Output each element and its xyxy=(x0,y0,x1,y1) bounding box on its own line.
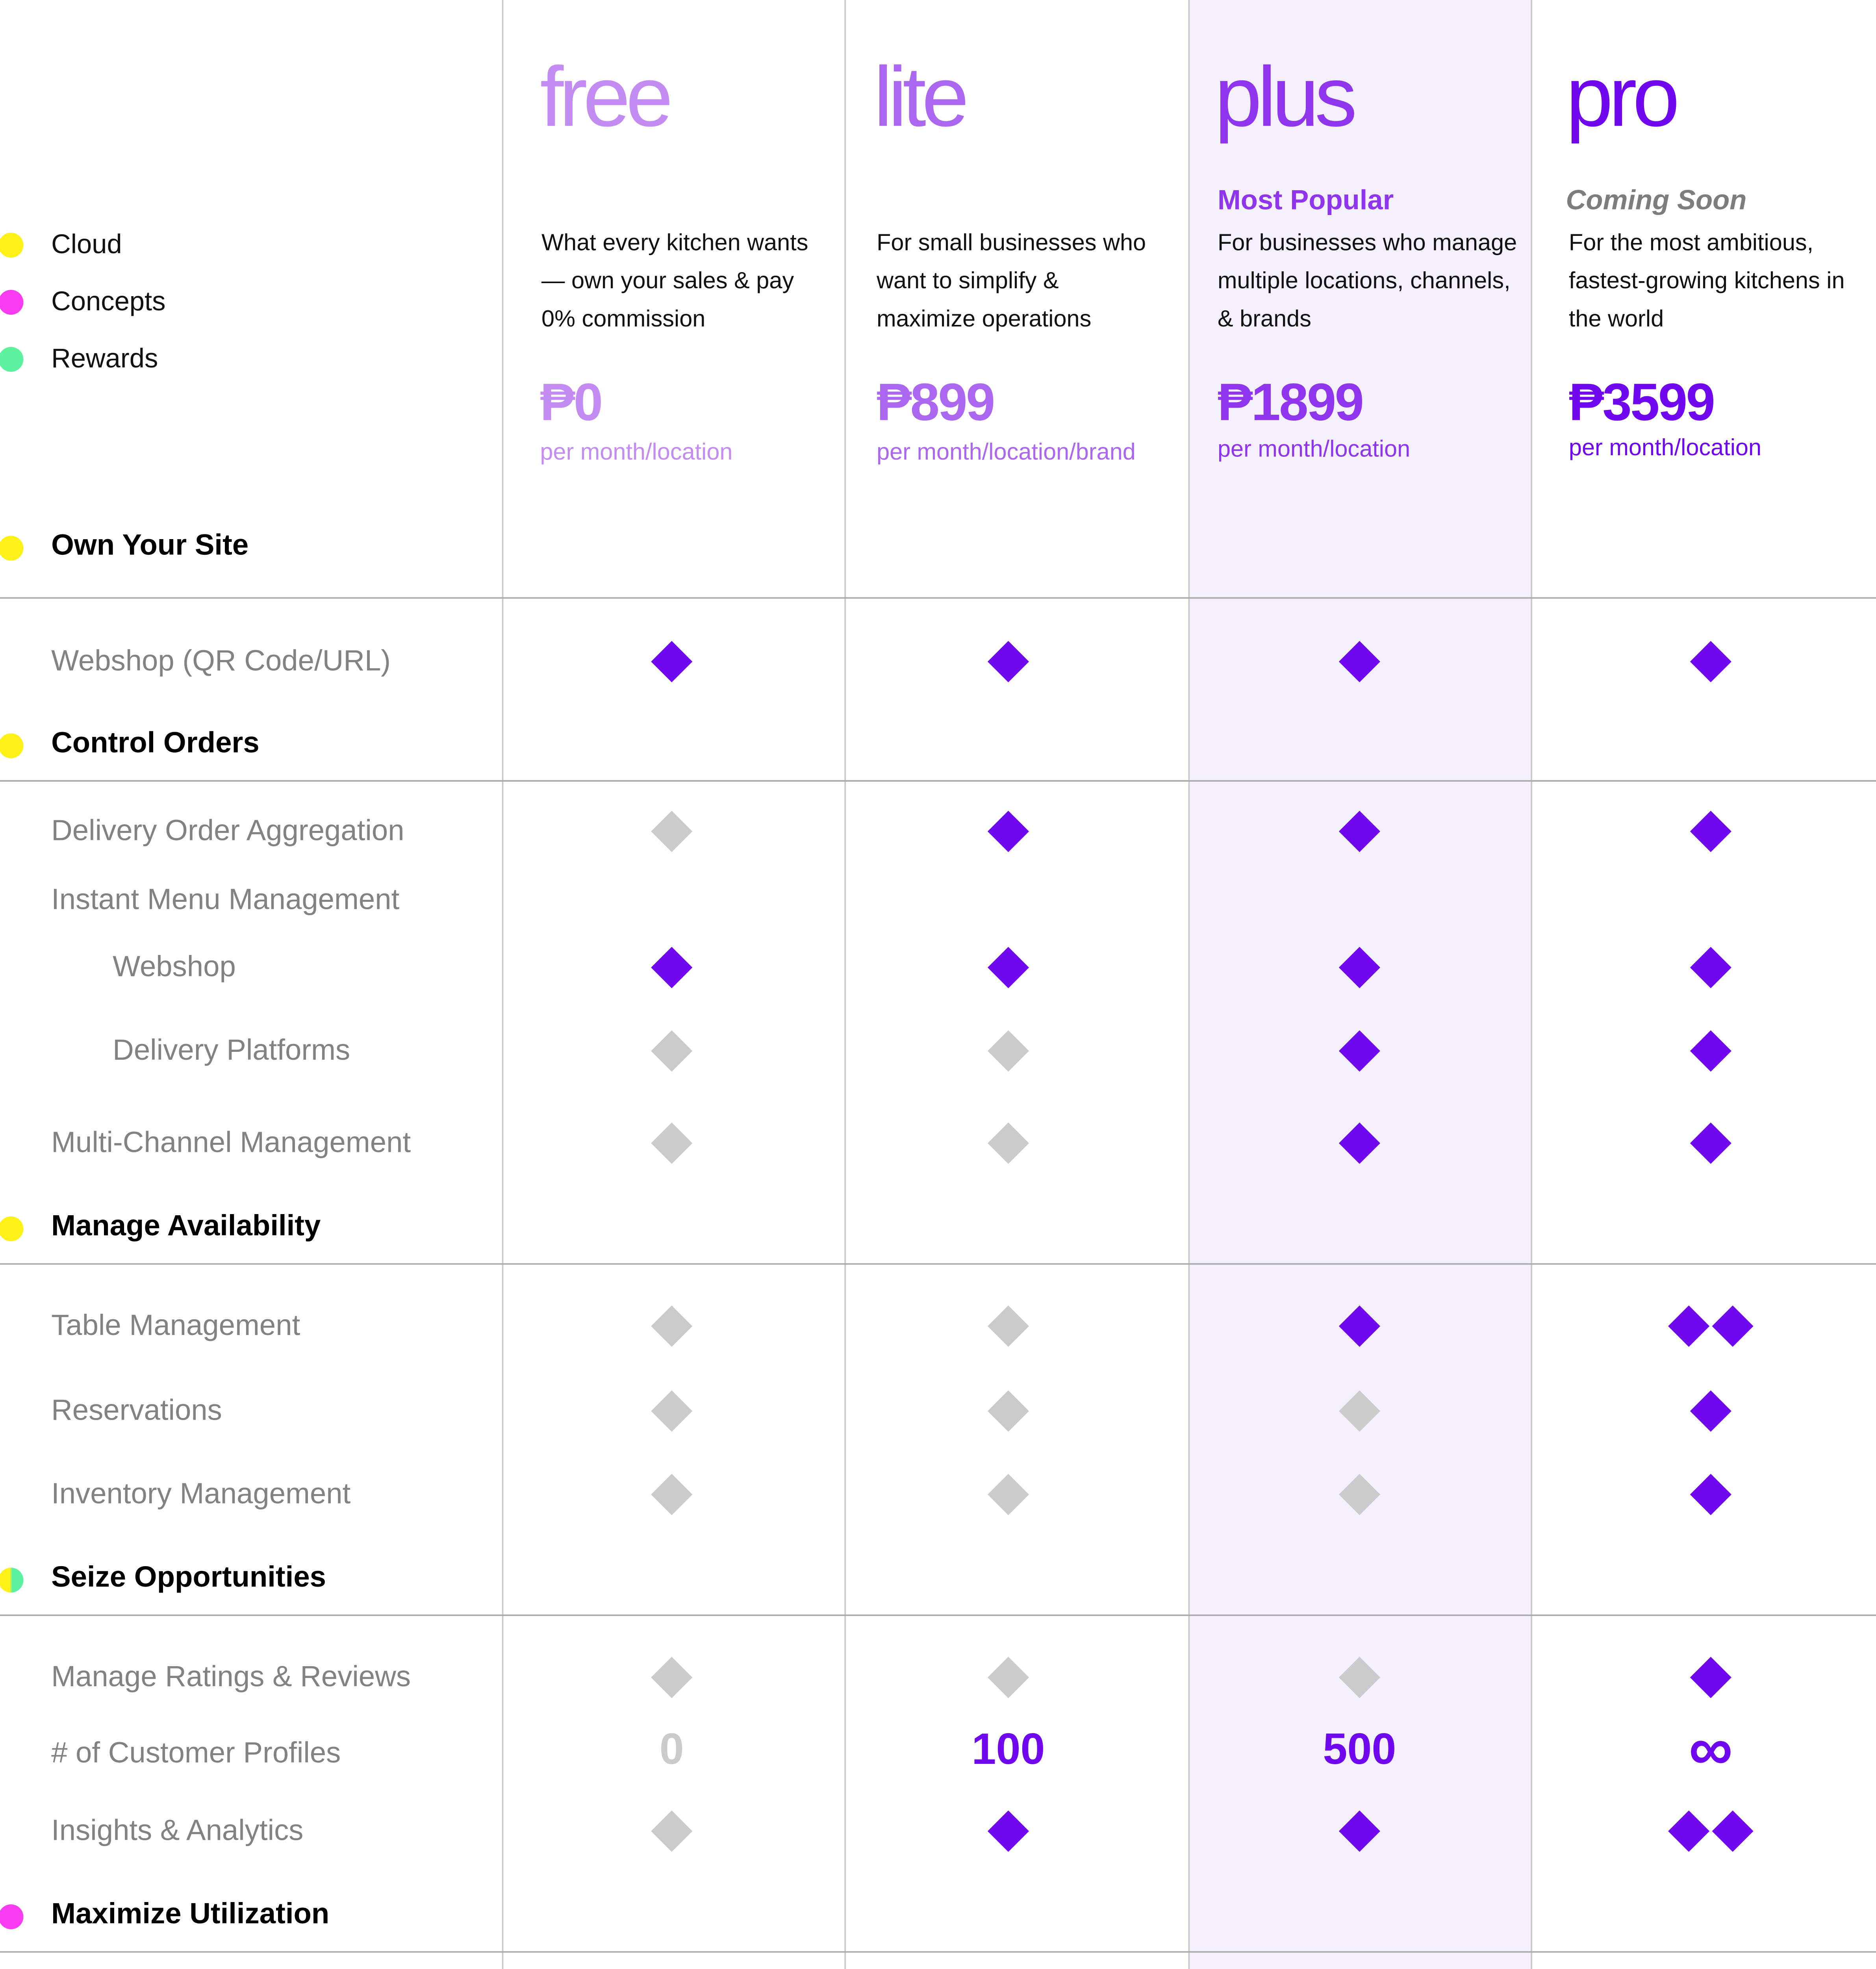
not-included-diamond-icon xyxy=(651,1474,692,1515)
not-included-diamond-icon xyxy=(651,1810,692,1852)
plan-tag-plus: Most Popular xyxy=(1217,186,1394,217)
included-diamond-icon xyxy=(1668,1305,1709,1347)
included-diamond-icon xyxy=(1690,1391,1731,1432)
plan-price-pro: ₱3599 xyxy=(1568,372,1714,432)
plan-description-free: What every kitchen wants — own your sales & pay 0% commission xyxy=(541,231,808,332)
section-title-maximize-utilization: Maximize Utilization xyxy=(51,1898,330,1931)
feature-label: Reservations xyxy=(51,1395,222,1428)
feature-label: Delivery Platforms xyxy=(113,1035,350,1067)
not-included-diamond-icon xyxy=(988,1474,1029,1515)
plan-name-free: free xyxy=(540,50,669,145)
not-included-diamond-icon xyxy=(988,1122,1029,1164)
included-diamond-icon xyxy=(1690,1030,1731,1072)
not-included-diamond-icon xyxy=(988,1030,1029,1072)
customer-profiles-value: 0 xyxy=(659,1726,684,1774)
column-divider xyxy=(844,0,846,1969)
included-diamond-icon xyxy=(1690,1474,1731,1515)
feature-label: Table Management xyxy=(51,1310,300,1342)
customer-profiles-value: 500 xyxy=(1323,1726,1396,1774)
plan-billing-plus: per month/location xyxy=(1217,438,1411,463)
legend-label-concepts: Concepts xyxy=(51,285,166,316)
legend-label-cloud: Cloud xyxy=(51,228,122,259)
included-diamond-icon xyxy=(1690,1122,1731,1164)
plan-name-plus: plus xyxy=(1214,50,1353,145)
included-diamond-icon xyxy=(1712,1810,1754,1852)
not-included-diamond-icon xyxy=(988,1391,1029,1432)
plan-billing-lite: per month/location/brand xyxy=(877,440,1136,466)
plan-description-lite: For small businesses who want to simplify & maximize operations xyxy=(877,231,1146,332)
not-included-diamond-icon xyxy=(651,811,692,852)
included-diamond-icon xyxy=(1690,811,1731,852)
plan-tag-pro: Coming Soon xyxy=(1566,186,1747,217)
included-diamond-icon xyxy=(651,947,692,988)
section-title-own-your-site: Own Your Site xyxy=(51,530,249,562)
plan-billing-free: per month/location xyxy=(540,440,733,466)
feature-label: Multi-Channel Management xyxy=(51,1127,411,1159)
section-dot-control-orders xyxy=(0,733,23,758)
included-diamond-icon xyxy=(651,641,692,682)
section-divider xyxy=(0,1951,1876,1953)
feature-label: Inventory Management xyxy=(51,1478,351,1511)
section-dot-seize-opportunities xyxy=(0,1568,23,1593)
section-title-manage-availability: Manage Availability xyxy=(51,1210,321,1243)
plan-billing-pro: per month/location xyxy=(1568,436,1762,461)
plan-description-plus: For businesses who manage multiple locations, channels, & brands xyxy=(1217,231,1517,332)
section-title-seize-opportunities: Seize Opportunities xyxy=(51,1562,326,1594)
included-diamond-icon xyxy=(1690,641,1731,682)
not-included-diamond-icon xyxy=(988,1657,1029,1698)
included-diamond-icon xyxy=(988,1810,1029,1852)
plan-price-lite: ₱899 xyxy=(877,372,994,432)
legend-label-rewards: Rewards xyxy=(51,342,158,373)
feature-label: # of Customer Profiles xyxy=(51,1737,341,1770)
feature-label: Webshop (QR Code/URL) xyxy=(51,645,391,678)
included-diamond-icon xyxy=(1712,1305,1754,1347)
not-included-diamond-icon xyxy=(651,1030,692,1072)
section-title-control-orders: Control Orders xyxy=(51,727,260,760)
customer-profiles-value: ∞ xyxy=(1689,1714,1733,1783)
feature-label: Manage Ratings & Reviews xyxy=(51,1661,411,1694)
legend-dot-rewards xyxy=(0,347,23,372)
not-included-diamond-icon xyxy=(651,1657,692,1698)
included-diamond-icon xyxy=(988,641,1029,682)
column-divider xyxy=(1188,0,1190,1969)
included-diamond-icon xyxy=(988,947,1029,988)
feature-label: Instant Menu Management xyxy=(51,884,400,916)
legend-dot-cloud xyxy=(0,233,23,258)
customer-profiles-value: 100 xyxy=(971,1726,1045,1774)
plan-name-pro: pro xyxy=(1566,50,1676,145)
not-included-diamond-icon xyxy=(988,1305,1029,1347)
plan-price-free: ₱0 xyxy=(540,372,602,432)
section-divider xyxy=(0,780,1876,782)
feature-label: Webshop xyxy=(113,951,236,984)
plan-price-plus: ₱1899 xyxy=(1217,372,1363,432)
plan-name-lite: lite xyxy=(873,50,965,145)
included-diamond-icon xyxy=(1690,1657,1731,1698)
not-included-diamond-icon xyxy=(651,1305,692,1347)
feature-label: Insights & Analytics xyxy=(51,1815,304,1847)
section-dot-own-your-site xyxy=(0,536,23,560)
section-divider xyxy=(0,1615,1876,1616)
plan-description-pro: For the most ambitious, fastest-growing kitchens in the world xyxy=(1568,231,1845,332)
column-divider xyxy=(1531,0,1532,1969)
feature-label: Delivery Order Aggregation xyxy=(51,815,404,848)
included-diamond-icon xyxy=(1690,947,1731,988)
legend-dot-concepts xyxy=(0,290,23,315)
section-dot-manage-availability xyxy=(0,1216,23,1241)
not-included-diamond-icon xyxy=(651,1391,692,1432)
not-included-diamond-icon xyxy=(651,1122,692,1164)
section-dot-maximize-utilization xyxy=(0,1904,23,1929)
included-diamond-icon xyxy=(1668,1810,1709,1852)
section-divider xyxy=(0,1263,1876,1265)
column-divider xyxy=(502,0,504,1969)
included-diamond-icon xyxy=(988,811,1029,852)
section-divider xyxy=(0,597,1876,599)
